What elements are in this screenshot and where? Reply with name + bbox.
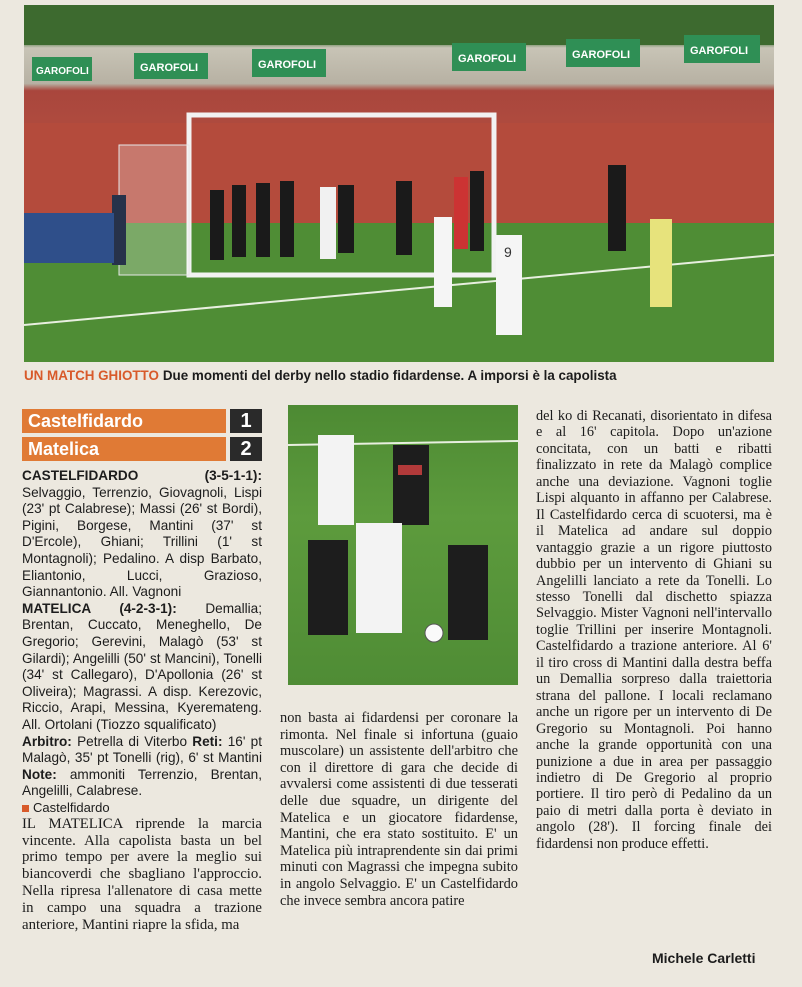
lineup-castelfidardo [22,468,262,601]
match-photo-top [24,5,774,362]
banner-text: GAROFOLI [140,62,199,74]
banner-text: GAROFOLI [458,53,517,65]
lineup-label: MATELICA (4-2-3-1): [22,600,177,616]
lineup-text: Selvaggio, Terrenzio, Giovagnoli, Lispi (23' pt Calabrese); Massi (26' st Bordi), Pigini, Borgese, Mantini (37' st D'Ercole), Ghiani; Trillini (1' st Montagnoli); Pedalino. A disp Barbato, Eliantonio, Lucci, Grazioso, Giannantonio. All. Vagnoni [22,484,262,600]
square-bullet-icon [22,805,29,812]
reti-text: 16' pt Malagò, 35' pt Tonelli (rig), 6' st Mantini [22,733,262,766]
byline: Michele Carletti [652,950,756,966]
column-2 [280,710,518,909]
match-photo-action [288,405,518,685]
tabellino [22,468,262,800]
caption-text: Due momenti del derby nello stadio fidardense. A imporsi è la capolista [162,368,617,383]
caption-kicker: UN MATCH GHIOTTO [24,368,159,383]
banner-text: GAROFOLI [690,45,749,57]
dateline: Castelfidardo [22,800,262,816]
banner-text: GAROFOLI [36,66,89,77]
team-name: Matelica [22,437,226,461]
banner-text: GAROFOLI [572,49,631,61]
team-goals: 2 [230,437,262,461]
lineup-matelica [22,601,262,734]
arbitro-label: Arbitro: [22,733,72,749]
score-row-home [22,409,262,433]
team-name: Castelfidardo [22,409,226,433]
banner-text: GAROFOLI [258,59,317,71]
note-label: Note: [22,766,57,782]
note-text: ammoniti Terrenzio, Brentan, Angelilli, Calabrese. [22,766,262,799]
column-1 [22,468,262,933]
score-row-away [22,437,262,461]
article-col3: del ko di Recanati, disorientato in difesa e al 16' capitola. Dopo un'azione concitata, con un batti e ribatti finalizzato in rete da Malagò complice anche una deviazione. Vagnoni toglie Lispi alquanto in affanno per Calabrese. Il Castelfidardo cerca di scuotersi, ma è il Matelica ad andare sul doppio vantaggio grazie a un rigore piuttosto dubbio per un intervento di Ghiani su Angelilli lanciato a rete da Tonelli. Lo stesso Tonelli dal dischetto spiazza Selvaggio. Mister Vagnoni nell'intervallo toglie Trillini per inserire Montagnoli. Castelfidardo a trazione anteriore. Al 6' il tiro cross di Mantini dalla destra beffa un Demallia sorpreso dalla traiettoria strana del pallone. I locali reclamano anche un rigore per un intervento di De Gregorio su Montagnoli. Poi hanno anche la grande opportunità con una punizione a due in area per passaggio indietro di De Gregorio al proprio portiere. Il tiro però di Pedalino da un paio di metri dalla porta è deviato in angolo (28'). Il forcing finale dei fidardensi non produce effetti. [536,408,772,852]
reti-label: Reti: [192,733,223,749]
article-col2: non basta ai fidardensi per coronare la rimonta. Nel finale si infortuna (guaio muscolare) un assistente dell'arbitro che con il direttore di gara che decide di avvalersi come assistenti di due tesserati delle due squadre, un dirigente del Matelica e un giocatore fidardense, Mantini, che era stato sostituito. E' un Matelica più intraprendente sin dai primi minuti con Magrassi che impegna subito in angolo Selvaggio. E' un Castelfidardo che invece sembra ancora patire [280,710,518,909]
shirt-number: 9 [504,244,512,260]
article-col1: IL MATELICA riprende la marcia vincente. Alla capolista basta un bel primo tempo per avere la meglio sui biancoverdi che sbagliano l'approccio. Nella ripresa l'allenatore di casa mette in campo una squadra a trazione anteriore, Mantini riapre la sfida, ma [22,815,262,933]
lineup-label: CASTELFIDARDO (3-5-1-1): [22,468,262,483]
arbitro-text: Petrella di Viterbo [77,733,188,749]
lineup-text: Demallia; Brentan, Cuccato, Meneghello, De Gregorio; Gerevini, Malagò (53' st Gilardi); Angelilli (50' st Mancini), Tonelli (34' st Callegaro), D'Apollonia (26' st Oliveira); Magrassi. A disp. Kerezovic, Riccio, Arapi, Messina, Kyeremateng. All. Ortolani (Tiozzo squalificato) [22,600,262,732]
column-3 [536,408,772,852]
team-goals: 1 [230,409,262,433]
photo-caption [24,368,784,383]
match-officials [22,734,262,800]
